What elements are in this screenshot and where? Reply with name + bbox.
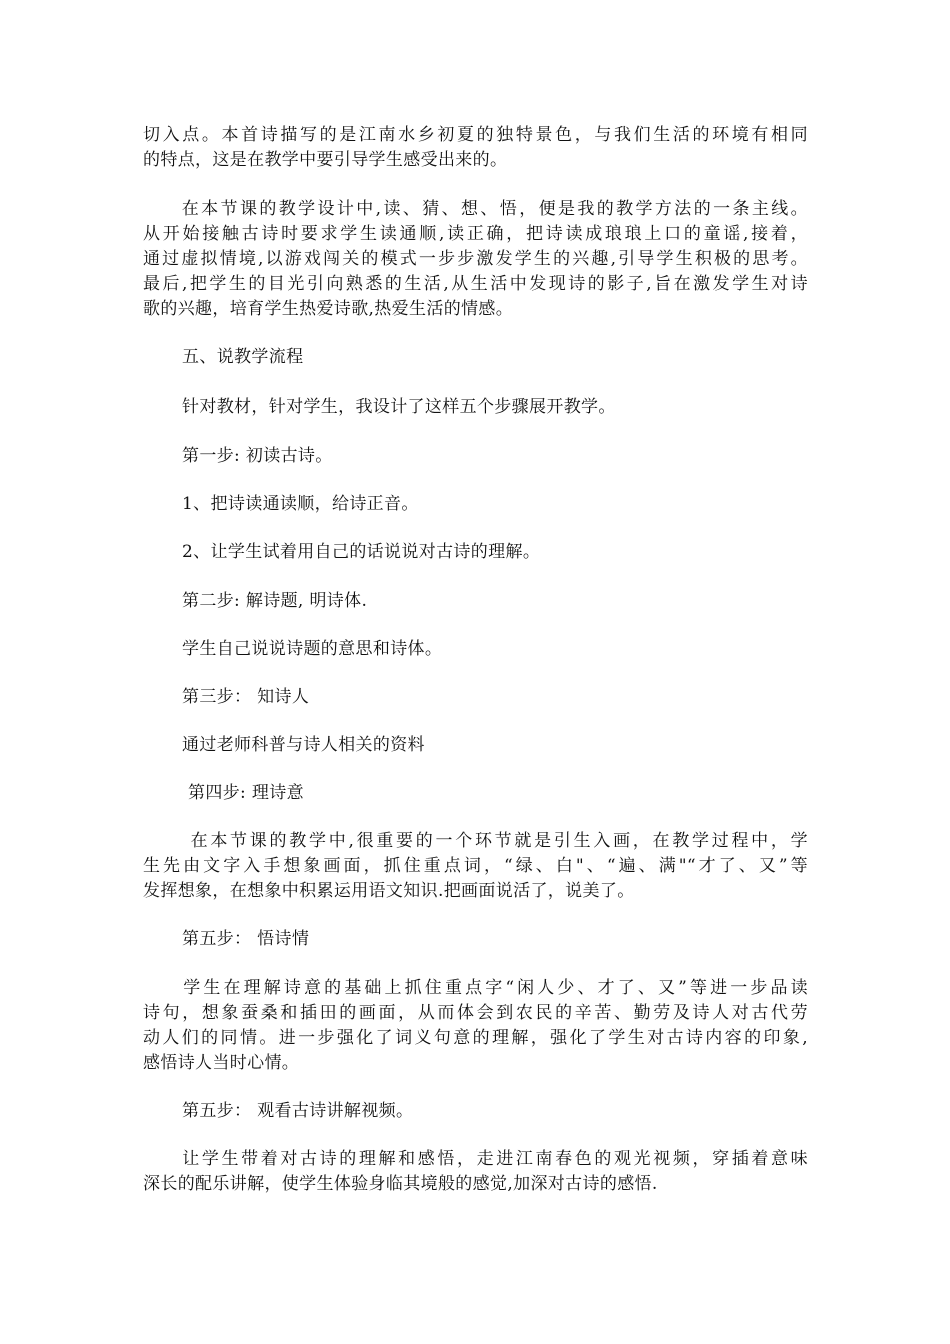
paragraph-method: [143, 197, 808, 322]
step-1-item-2: 2、让学生试着用自己的话说说对古诗的理解。: [182, 542, 541, 562]
text-line: 生先由文字入手想象画面，抓住重点词，“绿、白"、“遍、满"“才了、又”等: [143, 856, 808, 876]
text-line: 通过虚拟情境,以游戏闯关的模式一步步激发学生的兴趣,引导学生积极的思考。: [143, 249, 808, 269]
text-line: 切入点。本首诗描写的是江南水乡初夏的独特景色，与我们生活的环境有相同: [143, 125, 808, 145]
step-heading-3: 第三步： 知诗人: [182, 687, 310, 707]
text-line: 感悟诗人当时心情。: [143, 1053, 300, 1073]
section-heading: 五、说教学流程: [182, 347, 304, 367]
step-heading-1: 第一步: 初读古诗。: [182, 446, 333, 466]
step-1-item-1: 1、把诗读通读顺，给诗正音。: [182, 494, 419, 514]
text-line: 深长的配乐讲解，使学生体验身临其境般的感觉,加深对古诗的感悟.: [143, 1174, 658, 1194]
text-line: 在本节课的教学设计中,读、猜、想、悟，便是我的教学方法的一条主线。: [143, 199, 808, 219]
text-line: 最后,把学生的目光引向熟悉的生活,从生活中发现诗的影子,旨在激发学生对诗: [143, 274, 808, 294]
paragraph-intro-continued: [143, 123, 808, 173]
text-line: 歌的兴趣，培育学生热爱诗歌,热爱生活的情感。: [143, 299, 514, 319]
text-line: 从开始接触古诗时要求学生读通顺,读正确，把诗读成琅琅上口的童谣,接着，: [143, 224, 808, 244]
paragraph-step-5a: [143, 976, 808, 1076]
step-2-text: 学生自己说说诗题的意思和诗体。: [182, 639, 443, 659]
text-line: 发挥想象，在想象中积累运用语文知识.把画面说活了，说美了。: [143, 881, 635, 901]
text-line: 让学生带着对古诗的理解和感悟，走进江南春色的观光视频，穿插着意味: [143, 1149, 808, 1169]
step-heading-5b: 第五步： 观看古诗讲解视频。: [182, 1101, 414, 1121]
paragraph-step-5b: [143, 1147, 808, 1197]
step-heading-5a: 第五步： 悟诗情: [182, 929, 310, 949]
text-line: 的特点，这是在教学中要引导学生感受出来的。: [143, 150, 508, 170]
text-line: 诗句，想象蚕桑和插田的画面，从而体会到农民的辛苦、勤劳及诗人对古代劳: [143, 1003, 808, 1023]
step-heading-4: 第四步: 理诗意: [188, 783, 304, 803]
text-line: 在本节课的教学中,很重要的一个环节就是引生入画，在教学过程中，学: [143, 831, 808, 851]
text-line: 学生在理解诗意的基础上抓住重点字“闲人少、才了、又”等进一步品读: [143, 978, 808, 998]
paragraph-step-4: [143, 829, 808, 904]
text-line: 动人们的同情。进一步强化了词义句意的理解，强化了学生对古诗内容的印象,: [143, 1028, 808, 1048]
step-heading-2: 第二步: 解诗题, 明诗体.: [182, 591, 368, 611]
step-3-text: 通过老师科普与诗人相关的资料: [182, 735, 425, 755]
paragraph-steps-intro: 针对教材，针对学生，我设计了这样五个步骤展开教学。: [182, 397, 616, 417]
